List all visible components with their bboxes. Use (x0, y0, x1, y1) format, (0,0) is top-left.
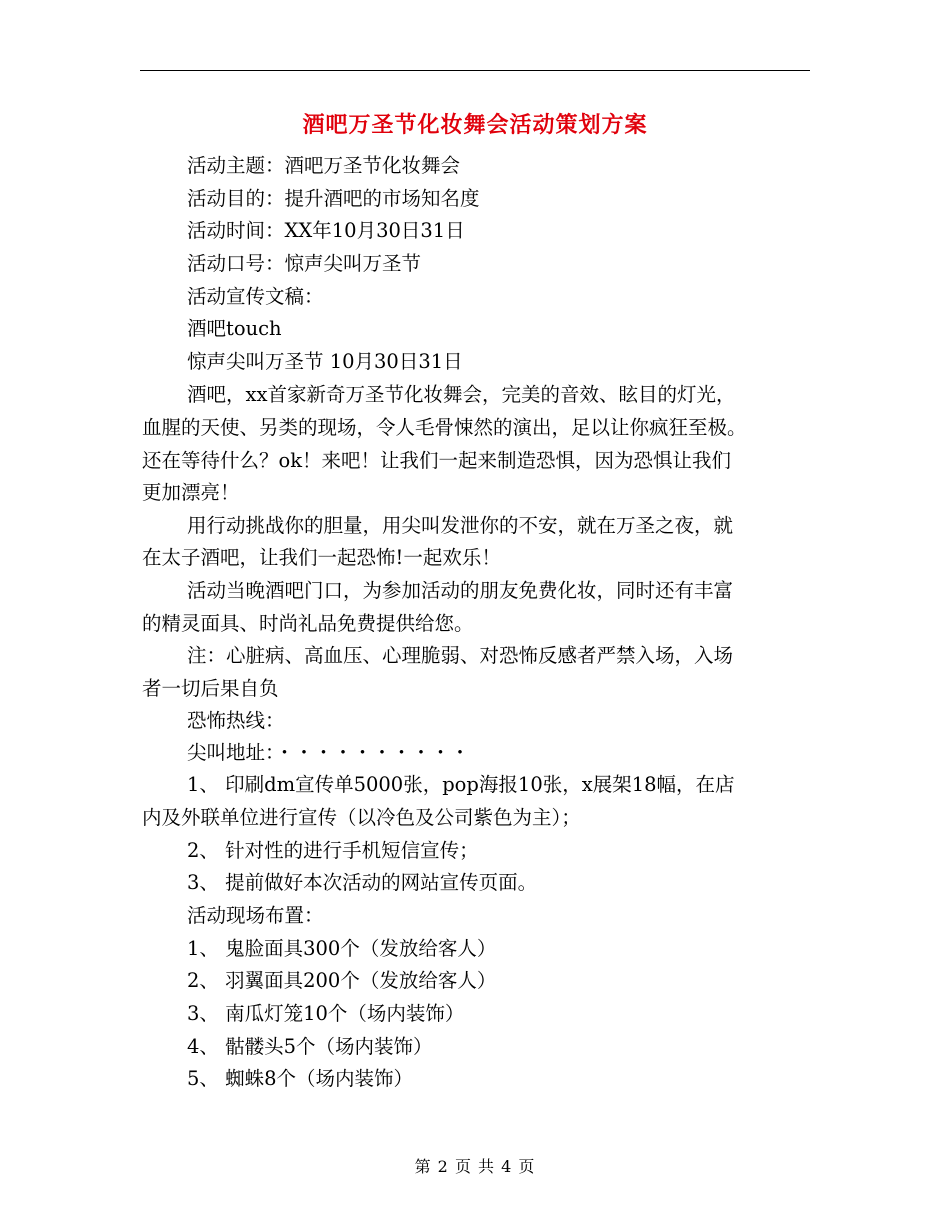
text-line: 活动主题：酒吧万圣节化妆舞会 (187, 154, 461, 177)
text-line: 1、 鬼脸面具300个（发放给客人） (187, 937, 497, 960)
text-line: 惊声尖叫万圣节 10月30日31日 (187, 350, 463, 373)
text-line: 3、 南瓜灯笼10个（场内装饰） (187, 1002, 465, 1025)
text-line: 活动宣传文稿： (187, 285, 324, 308)
text-line: 用行动挑战你的胆量，用尖叫发泄你的不安，就在万圣之夜，就 (187, 514, 734, 537)
text-line: 者一切后果自负 (142, 677, 279, 700)
text-line: 酒吧，xx首家新奇万圣节化妆舞会，完美的音效、眩目的灯光， (187, 383, 736, 406)
text-line: 5、 蜘蛛8个（场内装饰） (187, 1067, 414, 1090)
page-footer: 第 2 页 共 4 页 (414, 1157, 536, 1176)
text-line: 酒吧touch (187, 317, 282, 340)
text-line: 活动时间：XX年10月30日31日 (187, 219, 465, 242)
text-line: 在太子酒吧，让我们一起恐怖!一起欢乐！ (142, 546, 501, 569)
text-line: 还在等待什么？ok！来吧！让我们一起来制造恐惧，因为恐惧让我们 (142, 449, 732, 472)
text-line: 活动口号：惊声尖叫万圣节 (187, 252, 422, 275)
text-line: 3、 提前做好本次活动的网站宣传页面。 (187, 871, 538, 894)
text-line: 活动现场布置： (187, 904, 324, 927)
header-rule (140, 70, 810, 71)
text-line: 更加漂亮！ (142, 481, 240, 504)
text-line: 4、 骷髅头5个（场内装饰） (187, 1035, 433, 1058)
text-line: 恐怖热线： (187, 709, 285, 732)
text-line: 的精灵面具、时尚礼品免费提供给您。 (142, 612, 474, 635)
text-line: 尖叫地址：・・・・・・・・・・ (187, 741, 470, 764)
text-line: 内及外联单位进行宣传（以冷色及公司紫色为主）； (142, 806, 581, 829)
text-line: 2、 羽翼面具200个（发放给客人） (187, 969, 497, 992)
text-line: 注：心脏病、高血压、心理脆弱、对恐怖反感者严禁入场，入场 (187, 644, 734, 667)
text-line: 活动当晚酒吧门口，为参加活动的朋友免费化妆，同时还有丰富 (187, 579, 734, 602)
text-line: 血腥的天使、另类的现场，令人毛骨悚然的演出，足以让你疯狂至极。 (142, 416, 747, 439)
text-line: 2、 针对性的进行手机短信宣传； (187, 839, 479, 862)
text-line: 活动目的：提升酒吧的市场知名度 (187, 187, 480, 210)
document-title: 酒吧万圣节化妆舞会活动策划方案 (302, 112, 648, 138)
text-line: 1、 印刷dm宣传单5000张，pop海报10张，x展架18幅，在店 (187, 773, 735, 796)
